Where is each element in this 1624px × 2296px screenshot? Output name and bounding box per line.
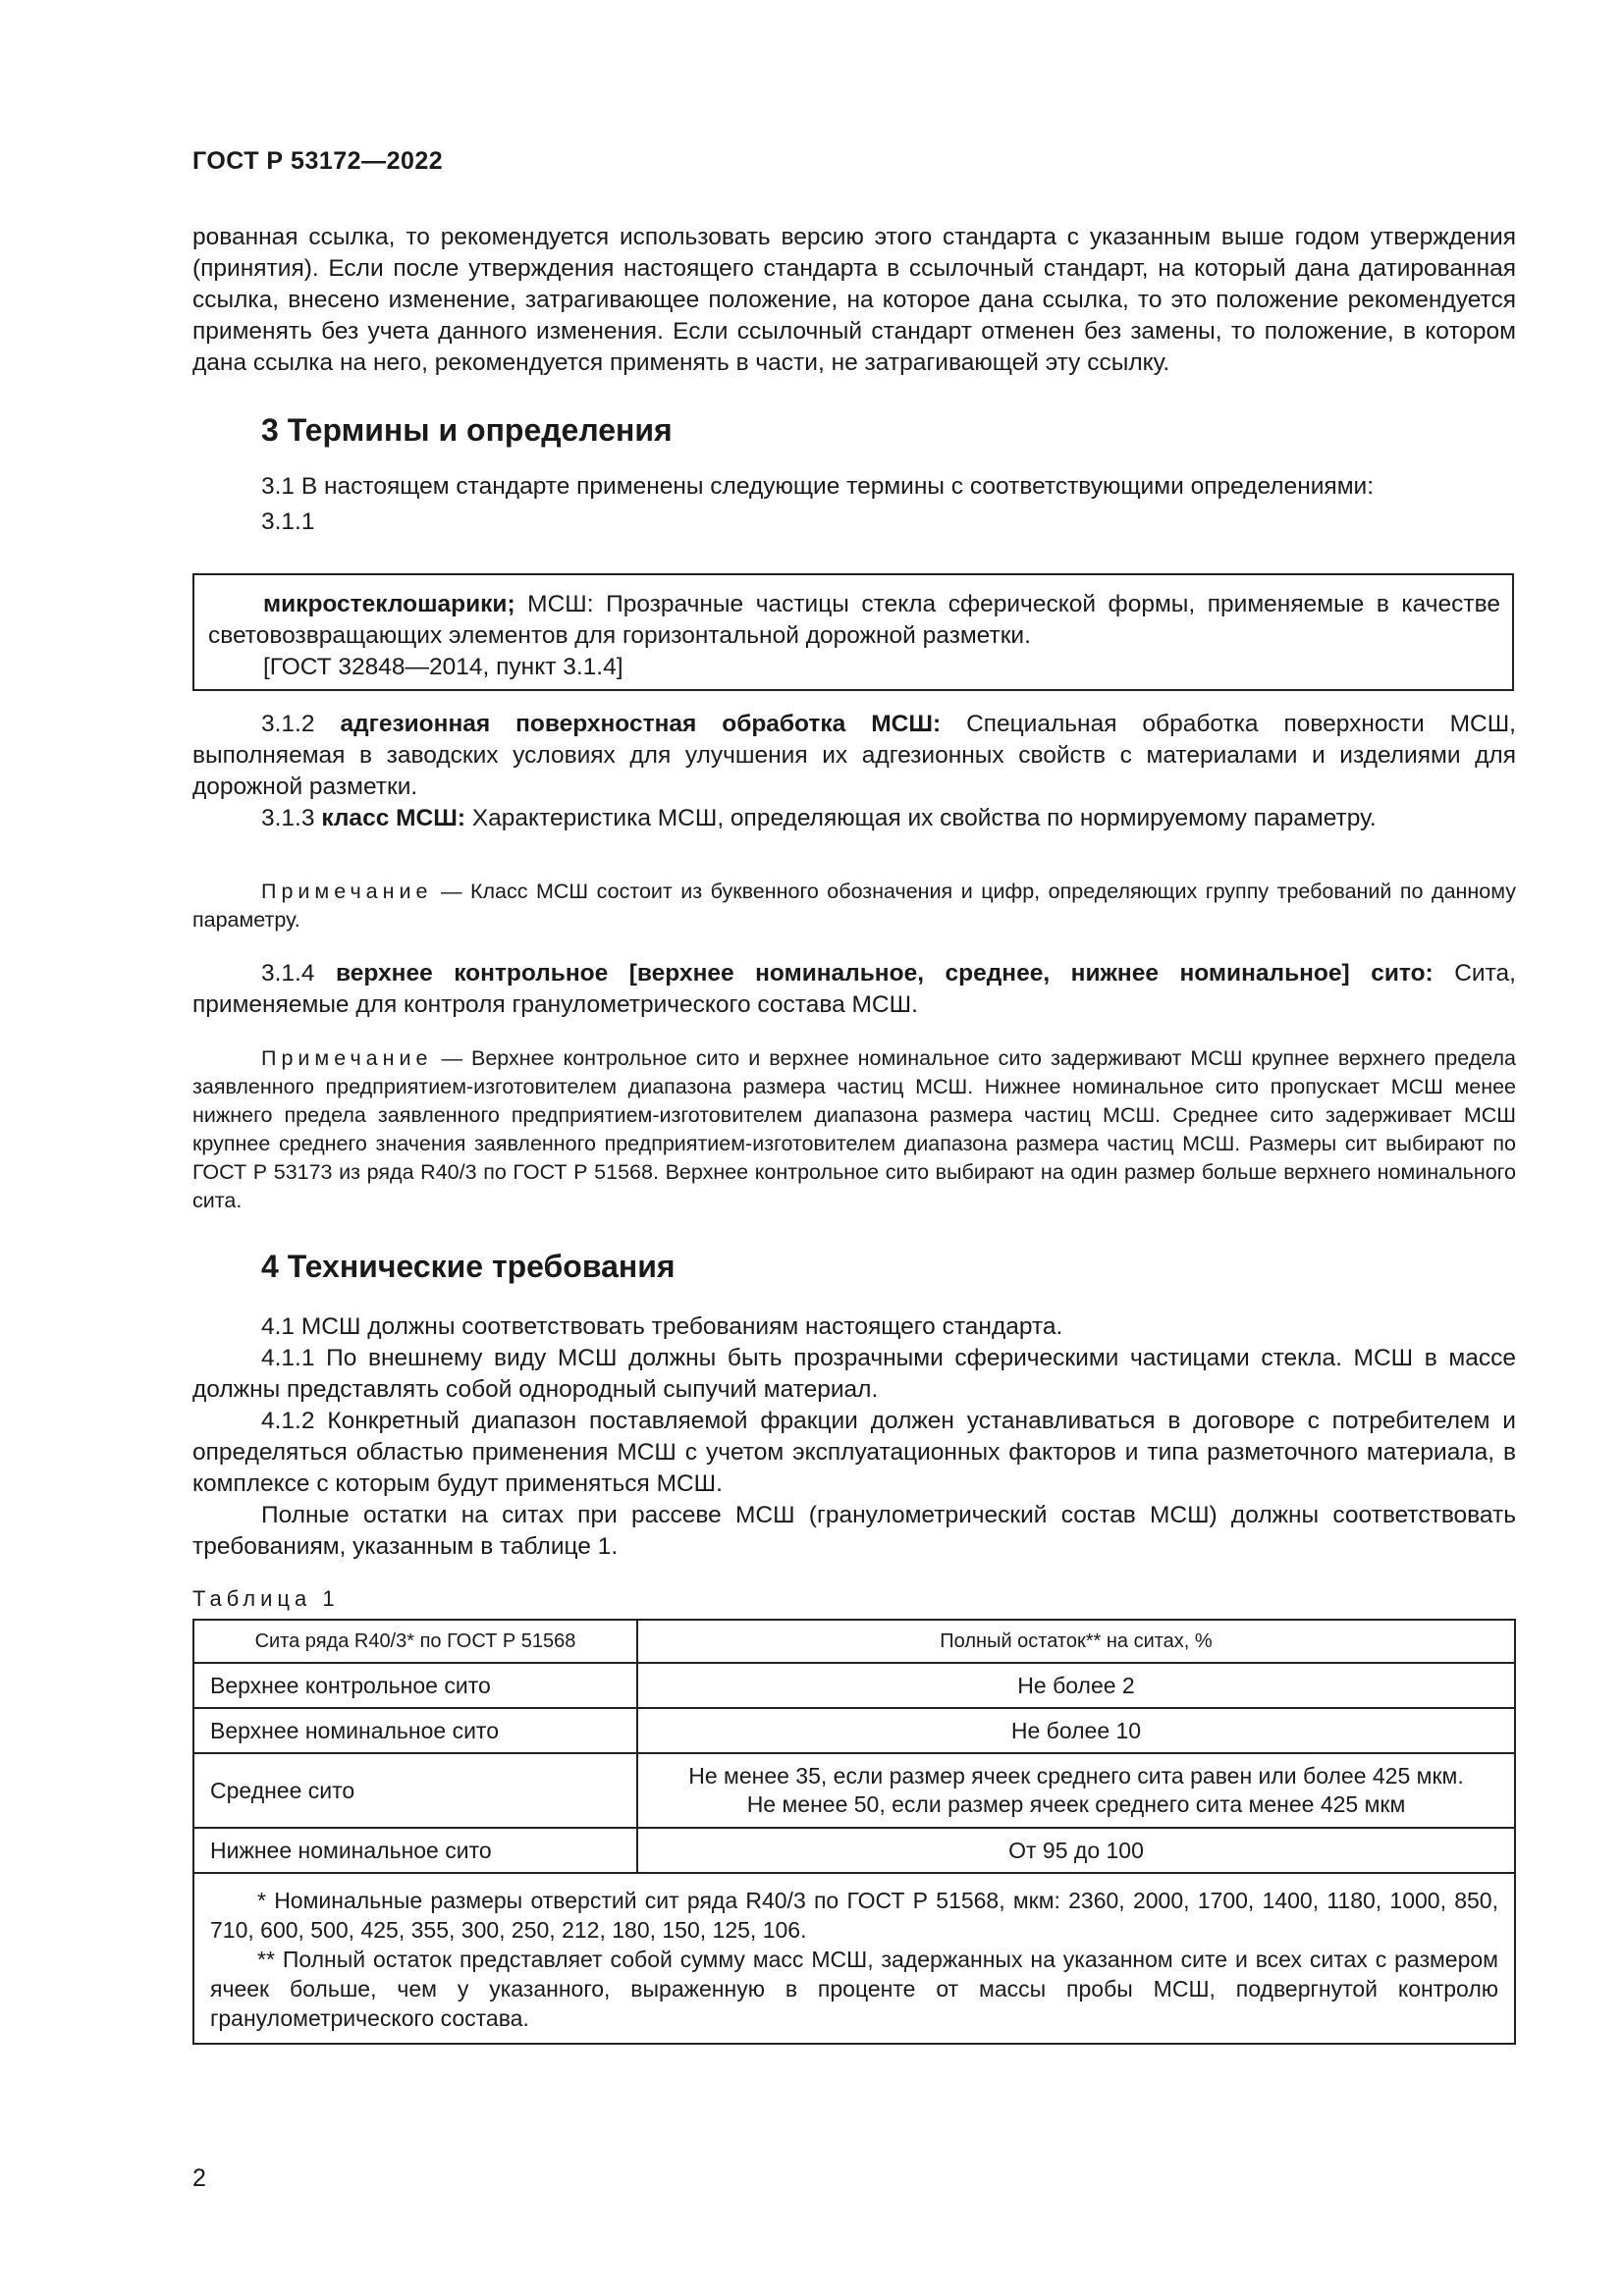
table-row — [193, 1708, 1515, 1753]
paragraph-3-1-4-term: верхнее контрольное [верхнее номинальное, среднее, нижнее номинальное] сито: — [336, 960, 1434, 987]
table-header-row — [193, 1620, 1515, 1663]
paragraph-4-1: 4.1 МСШ должны соответствовать требованиям настоящего стандарта. — [261, 1313, 1063, 1340]
paragraph-3-1-1-number: 3.1.1 — [261, 508, 315, 535]
table-1 — [192, 1619, 1516, 2045]
paragraph-3-1-4 — [192, 958, 1516, 1021]
note-text: — Класс МСШ состоит из буквенного обозначения и цифр, определяющих группу требований по данному параметру. — [192, 880, 1516, 932]
table-cell-sieve: Нижнее номинальное сито — [193, 1828, 637, 1873]
section-4-title: 4 Технические требования — [261, 1249, 676, 1284]
note-text: — Верхнее контрольное сито и верхнее номинальное сито задерживают МСШ крупнее верхнего предела заявленного предприятием-изготовителем диапазона размера частиц МСШ. Нижнее номинальное сито пропускает МСШ менее нижнего предела заявленного предприятием-изготовителем диапазона размера частиц МСШ. Среднее сито задерживает МСШ крупнее среднего значения заявленного предприятием-изготовителем диапазона размера частиц МСШ. Размеры сит выбирают по ГОСТ Р 53173 из ряда R40/3 по ГОСТ Р 51568. Верхнее контрольное сито выбирают на один размер больше верхнего номинального сита. — [192, 1046, 1516, 1212]
term-definition — [208, 589, 1500, 652]
paragraph-4-1-1: 4.1.1 По внешнему виду МСШ должны быть прозрачными сферическими частицами стекла. МСШ в массе должны представлять собой однородный сыпучий материал. — [192, 1345, 1516, 1403]
table-footnotes — [193, 1873, 1515, 2044]
paragraph-3-1-4-number: 3.1.4 — [261, 960, 337, 987]
document-header: ГОСТ Р 53172—2022 — [192, 147, 444, 175]
table-footnote-1: * Номинальные размеры отверстий сит ряда R40/3 по ГОСТ Р 51568, мкм: 2360, 2000, 1700, 1400, 1180, 1000, 850, 710, 600, 500, 425, 355, 300, 250, 212, 180, 150, 125, 106. — [210, 1888, 1498, 1943]
table-cell-residue: Не более 2 — [637, 1663, 1515, 1708]
table-cell-sieve: Среднее сито — [193, 1753, 637, 1828]
note-label: Примечание — [261, 1046, 433, 1070]
intro-paragraph: рованная ссылка, то рекомендуется использовать версию этого стандарта с указанным выше годом утверждения (принятия). Если после утверждения настоящего стандарта в ссылочный стандарт, на который дана датированная ссылка, внесено изменение, затрагивающее положение, на которое дана ссылка, то это положение рекомендуется применять без учета данного изменения. Если ссылочный стандарт отменен без замены, то положение, в котором дана ссылка на него, рекомендуется применять в части, не затрагивающей эту ссылку. — [192, 224, 1516, 376]
paragraph-3-1-3-term: класс МСШ: — [321, 805, 466, 831]
term-reference: [ГОСТ 32848—2014, пункт 3.1.4] — [263, 654, 623, 680]
term-definition-text: МСШ: Прозрачные частицы стекла сферической формы, применяемые в качестве световозвращающих элементов для горизонтальной дорожной разметки. — [208, 591, 1500, 649]
table-cell-residue: От 95 до 100 — [637, 1828, 1515, 1873]
note-class — [192, 878, 1516, 934]
note-label: Примечание — [261, 880, 433, 903]
paragraph-residue: Полные остатки на ситах при рассеве МСШ (гранулометрический состав МСШ) должны соответствовать требованиям, указанным в таблице 1. — [192, 1502, 1516, 1560]
table-cell-sieve: Верхнее номинальное сито — [193, 1708, 637, 1753]
table-footnote-2: ** Полный остаток представляет собой сумму масс МСШ, задержанных на указанном сите и всех ситах с размером ячеек больше, чем у указанного, выраженную в проценте от массы пробы МСШ, подвергнутой контролю гранулометрического состава. — [210, 1947, 1498, 2031]
note-sieves — [192, 1044, 1516, 1215]
table-cell-residue-line2: Не менее 50, если размер ячеек среднего сита менее 425 мкм — [746, 1791, 1406, 1817]
paragraph-3-1-4-block — [192, 958, 1516, 1021]
table-header-sieve: Сита ряда R40/3* по ГОСТ Р 51568 — [193, 1620, 637, 1663]
table-header-residue: Полный остаток** на ситах, % — [637, 1620, 1515, 1663]
paragraph-3-1-4-definition: Сита, применяемые для контроля гранулометрического состава МСШ. — [192, 960, 1516, 1018]
term-definition-box — [192, 573, 1514, 691]
page-number: 2 — [192, 2164, 206, 2192]
intro-paragraph-block — [192, 222, 1516, 379]
table-row — [193, 1828, 1515, 1873]
section-3-title: 3 Термины и определения — [261, 412, 673, 448]
paragraph-3-1-3-number: 3.1.3 — [261, 805, 322, 831]
section-4-body — [192, 1311, 1516, 1563]
table-cell-sieve: Верхнее контрольное сито — [193, 1663, 637, 1708]
table-cell-residue: Не более 10 — [637, 1708, 1515, 1753]
paragraph-4-1-2: 4.1.2 Конкретный диапазон поставляемой фракции должен устанавливаться в договоре с потребителем и определяться областью применения МСШ с учетом эксплуатационных факторов и типа разметочного материала, в комплексе с которым будут применяться МСШ. — [192, 1408, 1516, 1497]
paragraph-3-1-2 — [192, 709, 1516, 803]
section-3-intro — [192, 471, 1516, 538]
table-footnotes-row — [193, 1873, 1515, 2044]
paragraph-3-1-3-definition: Характеристика МСШ, определяющая их свойства по нормируемому параметру. — [465, 805, 1377, 831]
section-3-terms — [192, 709, 1516, 834]
term-name: микростеклошарики; — [263, 591, 515, 617]
table-caption: Таблица 1 — [192, 1586, 340, 1611]
table-row — [193, 1663, 1515, 1708]
paragraph-3-1: 3.1 В настоящем стандарте применены следующие термины с соответствующими определениями: — [261, 473, 1375, 500]
table-cell-residue-line1: Не менее 35, если размер ячеек среднего сита равен или более 425 мкм. — [688, 1763, 1464, 1789]
paragraph-3-1-2-term: адгезионная поверхностная обработка МСШ: — [340, 711, 942, 737]
paragraph-3-1-2-number: 3.1.2 — [261, 711, 341, 737]
table-row — [193, 1753, 1515, 1828]
table-cell-residue — [637, 1753, 1515, 1828]
paragraph-3-1-2-definition: Специальная обработка поверхности МСШ, выполняемая в заводских условиях для улучшения их адгезионных свойств с материалами и изделиями для дорожной разметки. — [192, 711, 1516, 800]
paragraph-3-1-3 — [192, 803, 1516, 834]
